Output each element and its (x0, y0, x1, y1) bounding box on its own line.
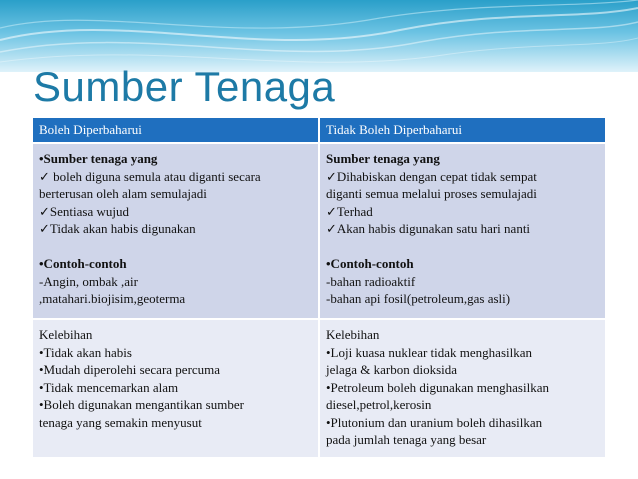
renewable-point: ✓Sentiasa wujud (39, 203, 129, 219)
nonrenewable-examples-heading: •Contoh-contoh (326, 256, 414, 271)
energy-comparison-table (33, 118, 607, 459)
renewable-point: ✓Tidak akan habis digunakan (39, 221, 196, 236)
renewable-advantage: •Tidak mencemarkan alam (39, 379, 179, 395)
nonrenewable-advantage: •Loji kuasa nuklear tidak menghasilkan (326, 344, 532, 360)
slide-title: Sumber Tenaga (33, 63, 336, 110)
nonrenewable-description-cell (319, 143, 606, 319)
nonrenewable-point: ✓Terhad (326, 203, 373, 219)
renewable-heading: •Sumber tenaga yang (39, 151, 158, 166)
nonrenewable-point: ✓Akan habis digunakan satu hari nanti (326, 221, 531, 236)
renewable-advantage: tenaga yang semakin menyusut (39, 414, 202, 430)
nonrenewable-example: -bahan radioaktif (326, 273, 416, 289)
renewable-example: ,matahari.biojisim,geoterma (39, 291, 186, 306)
nonrenewable-advantages-heading: Kelebihan (326, 327, 380, 342)
table-row (33, 143, 606, 319)
nonrenewable-point: diganti semua melalui proses semulajadi (326, 186, 537, 201)
renewable-examples-heading: •Contoh-contoh (39, 256, 127, 271)
renewable-advantage: •Mudah diperolehi secara percuma (39, 362, 221, 377)
table-row (33, 319, 606, 458)
renewable-advantages-heading: Kelebihan (39, 327, 93, 342)
nonrenewable-advantage: pada jumlah tenaga yang besar (326, 432, 487, 447)
nonrenewable-example: -bahan api fosil(petroleum,gas asli) (326, 291, 511, 306)
header-nonrenewable: Tidak Boleh Diperbaharui (319, 118, 606, 143)
renewable-description-cell (33, 143, 319, 319)
renewable-point: ✓ boleh diguna semula atau diganti secara (39, 168, 261, 184)
renewable-advantage: •Boleh digunakan mengantikan sumber (39, 397, 244, 412)
nonrenewable-advantages-cell (319, 319, 606, 458)
renewable-advantages-cell (33, 319, 319, 458)
nonrenewable-heading: Sumber tenaga yang (326, 151, 440, 166)
renewable-advantage: •Tidak akan habis (39, 344, 132, 360)
nonrenewable-advantage: •Petroleum boleh digunakan menghasilkan (326, 379, 549, 395)
nonrenewable-advantage: jelaga & karbon dioksida (326, 362, 458, 377)
renewable-example: -Angin, ombak ,air (39, 273, 138, 289)
header-renewable: Boleh Diperbaharui (33, 118, 319, 143)
table-header-row (33, 118, 606, 143)
renewable-point: berterusan oleh alam semulajadi (39, 186, 207, 201)
nonrenewable-advantage: •Plutonium dan uranium boleh dihasilkan (326, 414, 543, 430)
nonrenewable-point: ✓Dihabiskan dengan cepat tidak sempat (326, 168, 537, 184)
nonrenewable-advantage: diesel,petrol,kerosin (326, 397, 432, 412)
